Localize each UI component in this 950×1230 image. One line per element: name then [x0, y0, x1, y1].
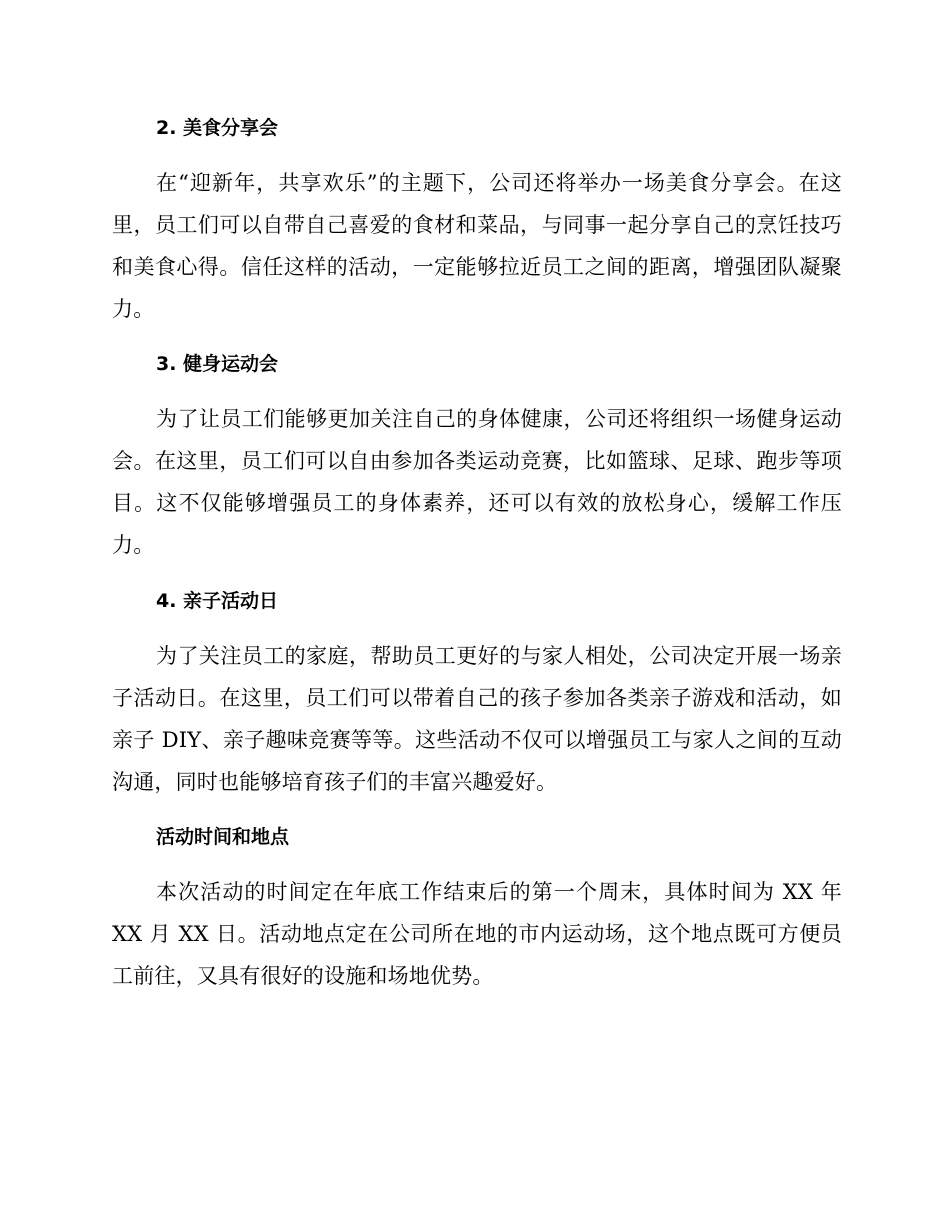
section-heading-family-day: 4. 亲子活动日: [156, 590, 279, 612]
section-heading-food-sharing: 2. 美食分享会: [156, 117, 279, 139]
section-body-sports-meet: 为了让员工们能够更加关注自己的身体健康，公司还将组织一场健身运动会。在这里，员工们可以自由参加各类运动竞赛，比如篮球、足球、跑步等项目。这不仅能够增强员工的身体素养，还可以有效的放松身心，缓解工作压力。: [112, 407, 842, 557]
section-body-food-sharing: 在“迎新年，共享欢乐”的主题下，公司还将举办一场美食分享会。在这里，员工们可以自带自己喜爱的食材和菜品，与同事一起分享自己的烹饪技巧和美食心得。信任这样的活动，一定能够拉近员工之间的距离，增强团队凝聚力。: [112, 171, 842, 321]
section-heading-sports-meet: 3. 健身运动会: [156, 353, 279, 375]
section-heading-time-location: 活动时间和地点: [156, 826, 290, 848]
section-body-family-day: 为了关注员工的家庭，帮助员工更好的与家人相处，公司决定开展一场亲子活动日。在这里，员工们可以带着自己的孩子参加各类亲子游戏和活动，如亲子 DIY、亲子趣味竞赛等等。这些活动不仅可以增强员工与家人之间的互动沟通，同时也能够培育孩子们的丰富兴趣爱好。: [112, 644, 842, 794]
section-body-time-location: 本次活动的时间定在年底工作结束后的第一个周末，具体时间为 XX 年 XX 月 XX 日。活动地点定在公司所在地的市内运动场，这个地点既可方便员工前往，又具有很好的设施和场地优势。: [112, 880, 842, 988]
